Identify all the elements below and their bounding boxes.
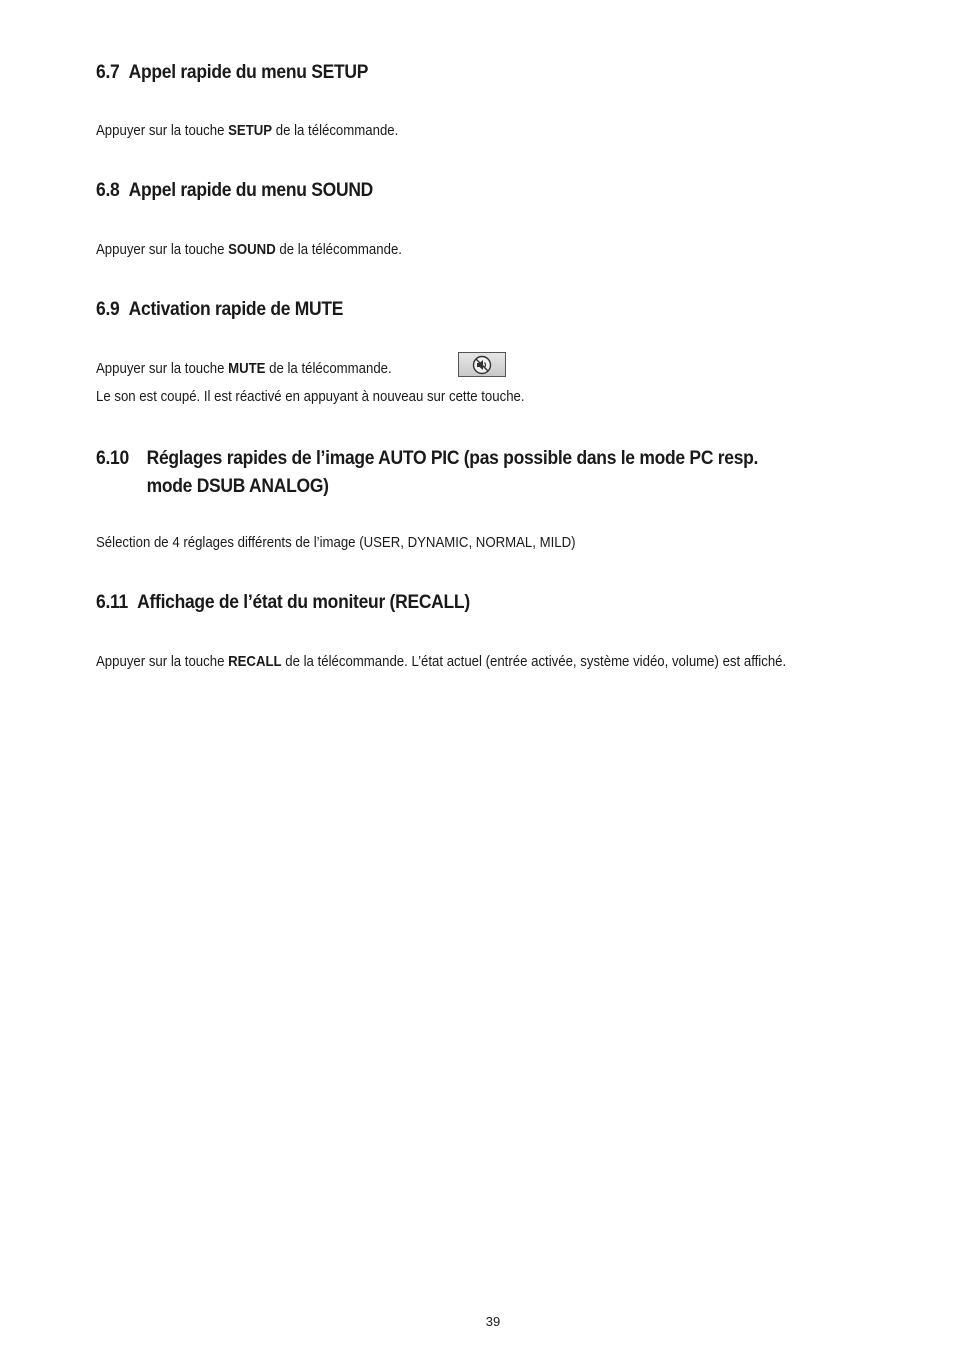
section-6-9-text — [96, 355, 392, 383]
mute-button-illustration — [458, 352, 506, 377]
section-number: 6.7 — [96, 62, 120, 83]
text-after: de la télécommande. — [275, 241, 402, 258]
section-title: Activation rapide de MUTE — [128, 299, 344, 320]
section-title: Appel rapide du menu SETUP — [128, 62, 369, 83]
section-number: 6.11 — [96, 592, 128, 613]
key-name: SOUND — [228, 241, 276, 258]
text-after: de la télécommande. L’état actuel (entrée activée, système vidéo, volume) est affiché. — [281, 653, 787, 670]
text-before: Appuyer sur la touche — [96, 122, 229, 139]
mute-speaker-icon — [471, 355, 493, 375]
section-6-7-heading — [96, 62, 368, 84]
section-number: 6.8 — [96, 180, 120, 201]
key-name: MUTE — [228, 360, 266, 377]
section-6-8-text — [96, 236, 402, 264]
section-6-9-heading — [96, 299, 343, 321]
section-6-7-text — [96, 117, 398, 145]
section-6-10-text: Sélection de 4 réglages différents de l’image (USER, DYNAMIC, NORMAL, MILD) — [96, 534, 576, 551]
text-before: Appuyer sur la touche — [96, 653, 229, 670]
section-title-line1: Réglages rapides de l’image AUTO PIC (pas possible dans le mode PC resp. — [146, 448, 759, 469]
section-title: Appel rapide du menu SOUND — [128, 180, 374, 201]
section-6-8-heading — [96, 180, 373, 202]
section-title-line2: mode DSUB ANALOG) — [146, 476, 329, 497]
section-title: Affichage de l’état du moniteur (RECALL) — [137, 592, 470, 613]
section-6-10-heading — [96, 445, 758, 501]
section-6-9-text-line2: Le son est coupé. Il est réactivé en appuyant à nouveau sur cette touche. — [96, 388, 525, 405]
key-name: RECALL — [228, 653, 282, 670]
text-before: Appuyer sur la touche — [96, 360, 229, 377]
text-after: de la télécommande. — [265, 360, 392, 377]
section-6-11-text — [96, 648, 786, 676]
text-before: Appuyer sur la touche — [96, 241, 229, 258]
section-number: 6.9 — [96, 299, 120, 320]
section-6-11-heading — [96, 592, 470, 614]
section-number: 6.10 — [96, 448, 129, 469]
key-name: SETUP — [228, 122, 273, 139]
page-number: 39 — [485, 1314, 501, 1329]
text-after: de la télécommande. — [272, 122, 399, 139]
